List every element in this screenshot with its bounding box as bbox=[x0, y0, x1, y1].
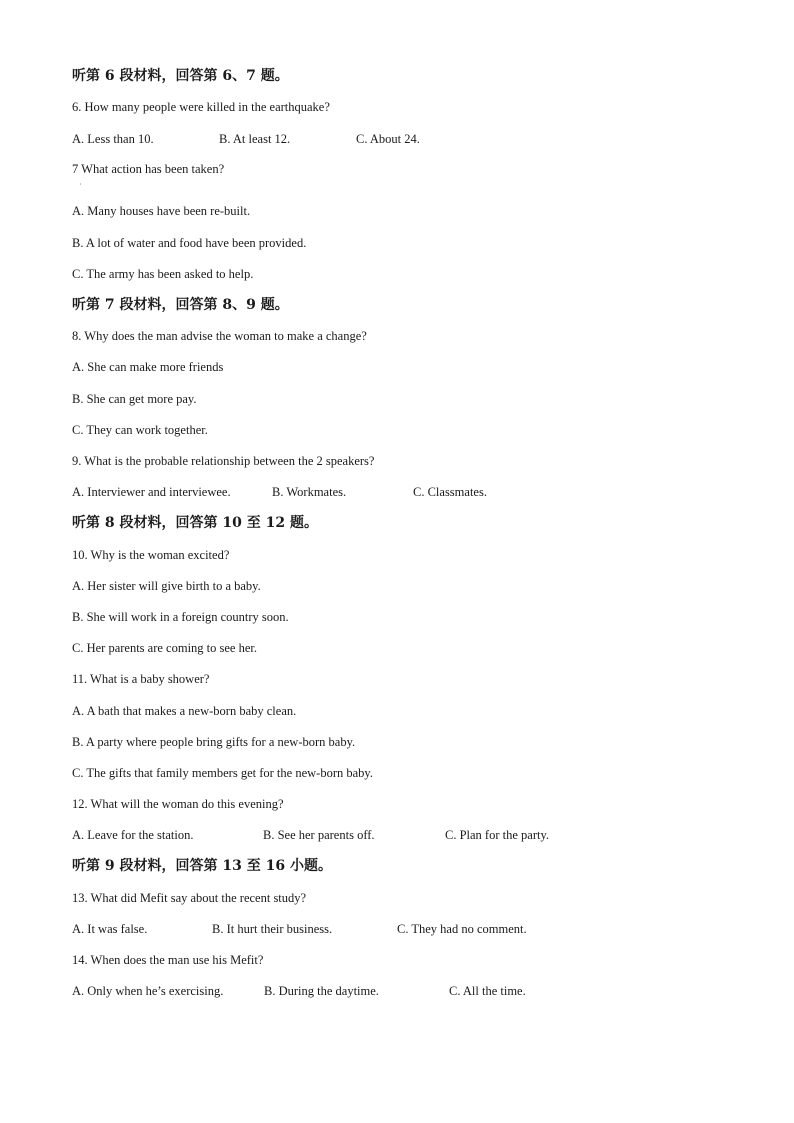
q7-option-c: C. The army has been asked to help. bbox=[72, 267, 254, 281]
q12-option-c: C. Plan for the party. bbox=[445, 828, 550, 842]
q13-option-a: A. It was false. bbox=[72, 922, 148, 936]
stray-mark: · bbox=[79, 180, 82, 189]
section-heading-7: 听第 7 段材料，回答第 8、9 题。 bbox=[72, 297, 289, 313]
q9-option-b: B. Workmates. bbox=[272, 485, 347, 499]
q8-option-a: A. She can make more friends bbox=[72, 360, 224, 374]
q10-option-b: B. She will work in a foreign country soon. bbox=[72, 610, 289, 624]
q6-option-a: A. Less than 10. bbox=[72, 132, 154, 146]
q12-option-a: A. Leave for the station. bbox=[72, 828, 194, 842]
question-6-stem: 6. How many people were killed in the earthquake? bbox=[72, 100, 330, 114]
question-11-stem: 11. What is a baby shower? bbox=[72, 672, 210, 686]
question-9-stem: 9. What is the probable relationship between the 2 speakers? bbox=[72, 454, 375, 468]
q6-option-c: C. About 24. bbox=[356, 132, 420, 146]
q8-option-b: B. She can get more pay. bbox=[72, 392, 197, 406]
question-14-stem: 14. When does the man use his Mefit? bbox=[72, 953, 264, 967]
q11-option-c: C. The gifts that family members get for the new-born baby. bbox=[72, 766, 373, 780]
q7-option-b: B. A lot of water and food have been provided. bbox=[72, 236, 307, 250]
question-13-stem: 13. What did Mefit say about the recent study? bbox=[72, 891, 307, 905]
q10-option-a: A. Her sister will give birth to a baby. bbox=[72, 579, 261, 593]
q10-option-c: C. Her parents are coming to see her. bbox=[72, 641, 258, 655]
q7-option-a: A. Many houses have been re-built. bbox=[72, 204, 251, 218]
q13-option-b: B. It hurt their business. bbox=[212, 922, 333, 936]
q6-option-b: B. At least 12. bbox=[219, 132, 291, 146]
q11-option-b: B. A party where people bring gifts for a new-born baby. bbox=[72, 735, 356, 749]
q11-option-a: A. A bath that makes a new-born baby clean. bbox=[72, 704, 297, 718]
section-heading-6: 听第 6 段材料，回答第 6、7 题。 bbox=[72, 68, 289, 84]
q9-option-a: A. Interviewer and interviewee. bbox=[72, 485, 231, 499]
question-7-stem: 7 What action has been taken? bbox=[72, 162, 225, 176]
q14-option-b: B. During the daytime. bbox=[264, 984, 379, 998]
q13-option-c: C. They had no comment. bbox=[397, 922, 527, 936]
q12-option-b: B. See her parents off. bbox=[263, 828, 375, 842]
q9-option-c: C. Classmates. bbox=[413, 485, 487, 499]
q14-option-c: C. All the time. bbox=[449, 984, 526, 998]
question-12-stem: 12. What will the woman do this evening? bbox=[72, 797, 284, 811]
question-10-stem: 10. Why is the woman excited? bbox=[72, 548, 230, 562]
q14-option-a: A. Only when he’s exercising. bbox=[72, 984, 224, 998]
section-heading-9: 听第 9 段材料，回答第 13 至 16 小题。 bbox=[72, 858, 332, 874]
section-heading-8: 听第 8 段材料，回答第 10 至 12 题。 bbox=[72, 515, 318, 531]
q8-option-c: C. They can work together. bbox=[72, 423, 208, 437]
question-8-stem: 8. Why does the man advise the woman to make a change? bbox=[72, 329, 367, 343]
